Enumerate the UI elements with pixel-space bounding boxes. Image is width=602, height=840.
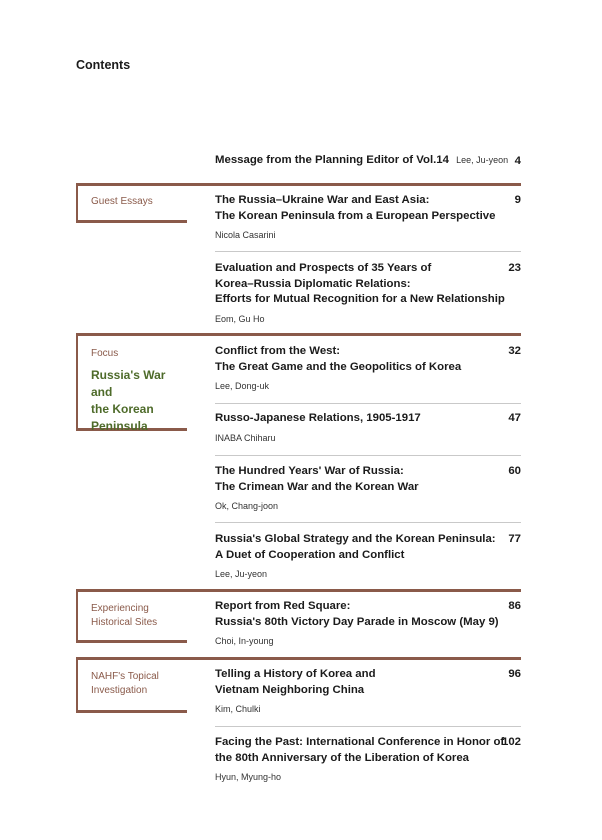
entry-title-line: Evaluation and Prospects of 35 Years of [215,262,432,274]
section-label: Guest Essays [91,196,153,207]
entry-title: Message from the Planning Editor of Vol.14 [215,154,449,166]
toc-entry[interactable] [215,193,521,240]
section-subtitle-line: Peninsula [91,419,148,433]
entry-title-line: Russo-Japanese Relations, 1905-1917 [215,412,421,424]
entry-author: Ok, Chang-joon [215,501,279,512]
entry-title-line: Vietnam Neighboring China [215,683,365,696]
entry-title-line: Russia's Global Strategy and the Korean Peninsula: [215,533,496,545]
entry-title-line: Facing the Past: International Conference in Honor of [215,736,505,748]
entry-author: Eom, Gu Ho [215,313,265,324]
entry-page: 32 [508,345,521,357]
entry-title-line: The Korean Peninsula from a European Perspective [215,209,496,222]
toc-entry[interactable] [215,344,521,391]
section-guest-essays [76,183,187,223]
entry-author: Kim, Chulki [215,704,261,715]
entry-page: 86 [508,600,521,612]
entry-title-line: Report from Red Square: [215,600,351,612]
toc-entry-message[interactable] [215,154,521,166]
section-nahf [76,657,187,713]
contents-heading: Contents [76,58,131,72]
section-focus [76,333,187,431]
entry-title-line: the 80th Anniversary of the Liberation of Korea [215,751,470,764]
entry-author: Lee, Ju-yeon [215,569,268,580]
entry-page: 4 [514,155,521,167]
entry-author: Choi, In-young [215,636,274,647]
toc-entry[interactable] [215,599,521,646]
section-label-line: Experiencing [91,603,149,614]
section-label: Focus [91,348,119,359]
entry-page: 96 [508,668,521,680]
section-subtitle-line: Russia's War and [91,368,166,399]
entry-title-line: Russia's 80th Victory Day Parade in Moscow (May 9) [215,615,499,628]
entry-title-line: Conflict from the West: [215,345,341,357]
entry-divider [215,403,521,404]
entry-title-line: The Crimean War and the Korean War [215,480,419,493]
toc-entry[interactable] [215,735,521,782]
entry-title-line: Efforts for Mutual Recognition for a New Relationship [215,293,505,306]
entry-author: Hyun, Myung-ho [215,772,282,783]
section-label-line: NAHF's Topical [91,671,159,682]
toc-entry[interactable] [215,411,521,443]
section-label-line: Historical Sites [91,617,158,628]
entry-author: Lee, Dong-uk [215,381,270,392]
entry-page: 102 [501,736,521,748]
entry-title-line: The Great Game and the Geopolitics of Korea [215,360,462,373]
entry-divider [215,251,521,252]
toc-entry[interactable] [215,261,521,324]
section-subtitle-line: the Korean [91,402,154,416]
toc-entry[interactable] [215,464,521,511]
entry-divider [215,455,521,456]
section-historical-sites [76,589,187,643]
entry-page: 60 [508,465,521,477]
entry-page: 77 [508,533,521,545]
entry-author: INABA Chiharu [215,432,276,443]
toc-entry[interactable] [215,532,521,579]
entry-title-line: The Hundred Years' War of Russia: [215,465,404,477]
entry-divider [215,522,521,523]
section-label-line: Investigation [91,685,148,696]
entry-divider [215,726,521,727]
entry-title-line: The Russia–Ukraine War and East Asia: [215,194,430,206]
entry-page: 9 [514,194,521,206]
toc-entry[interactable] [215,667,521,714]
entry-title-line: Telling a History of Korea and [215,668,376,680]
entry-page: 23 [508,262,521,274]
entry-author: Nicola Casarini [215,230,276,241]
entry-title-line: A Duet of Cooperation and Conflict [215,548,405,561]
entry-title-line: Korea–Russia Diplomatic Relations: [215,277,411,290]
section-subtitle [91,367,187,435]
entry-author: Lee, Ju-yeon [456,155,509,165]
entry-page: 47 [508,412,521,424]
